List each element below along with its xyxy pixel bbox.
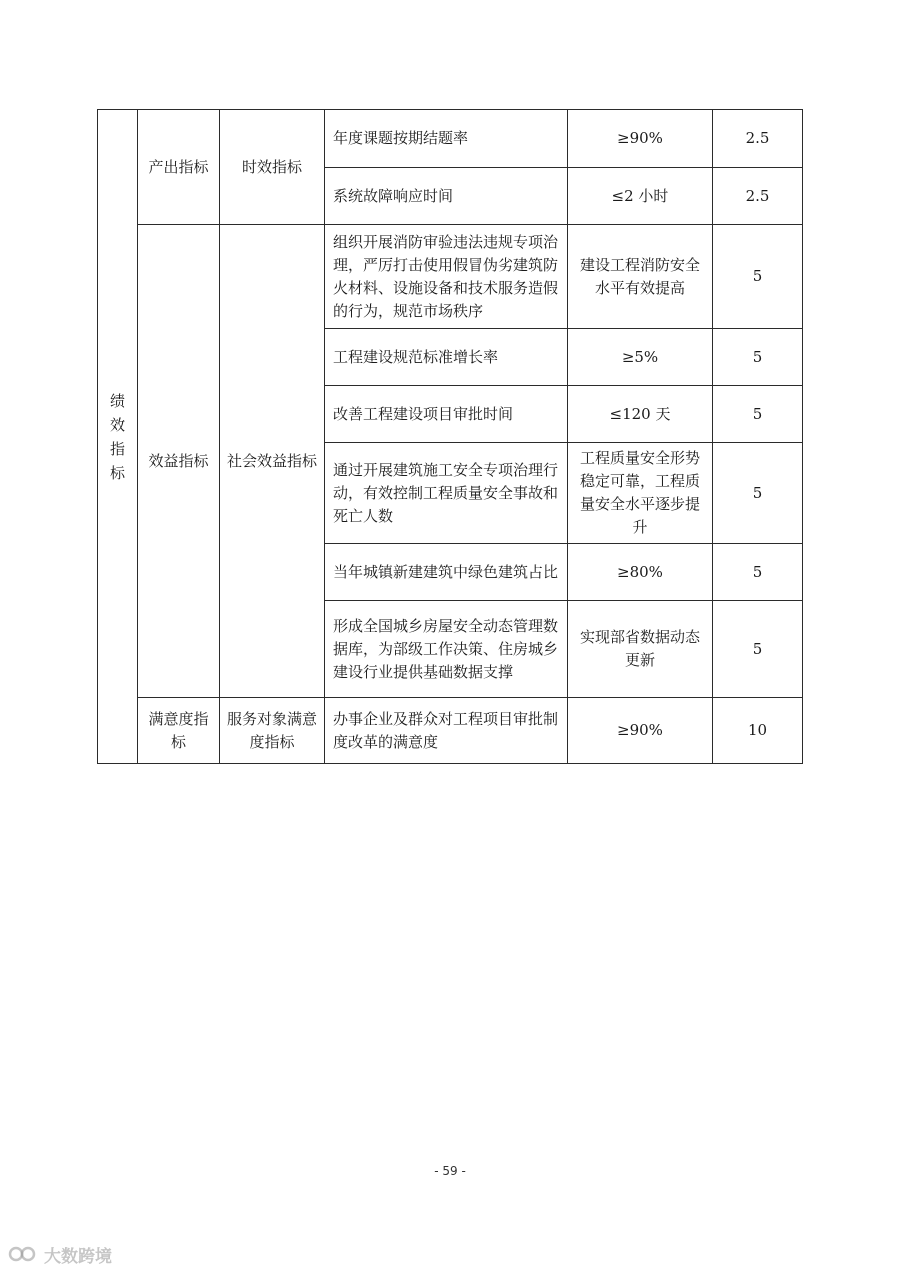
indicator-target: ≤120 天 (568, 386, 713, 443)
indicator-target: ≥80% (568, 544, 713, 601)
indicator-item: 年度课题按期结题率 (325, 110, 568, 168)
table-row (98, 110, 803, 168)
indicator-item: 工程建设规范标准增长率 (325, 329, 568, 386)
indicator-item: 当年城镇新建建筑中绿色建筑占比 (325, 544, 568, 601)
indicator-score: 5 (713, 544, 803, 601)
indicator-target: ≤2 小时 (568, 168, 713, 225)
level2-cell: 社会效益指标 (220, 225, 325, 698)
watermark-text: 大数跨境 (44, 1246, 112, 1267)
indicator-score: 5 (713, 443, 803, 544)
indicator-target: ≥90% (568, 110, 713, 168)
indicator-score: 10 (713, 698, 803, 764)
indicator-target: ≥5% (568, 329, 713, 386)
category-cell (98, 110, 138, 764)
indicator-target: ≥90% (568, 698, 713, 764)
level1-cell: 满意度指标 (138, 698, 220, 764)
indicator-target: 工程质量安全形势稳定可靠，工程质量安全水平逐步提升 (568, 443, 713, 544)
performance-indicator-table (97, 109, 803, 764)
level1-cell: 效益指标 (138, 225, 220, 698)
table-row (98, 225, 803, 329)
indicator-item: 办事企业及群众对工程项目审批制度改革的满意度 (325, 698, 568, 764)
level2-cell: 服务对象满意度指标 (220, 698, 325, 764)
indicator-score: 5 (713, 329, 803, 386)
table-row (98, 698, 803, 764)
page-number: - 59 - (434, 1164, 466, 1178)
indicator-item: 形成全国城乡房屋安全动态管理数据库，为部级工作决策、住房城乡建设行业提供基础数据支撑 (325, 601, 568, 698)
indicator-item: 通过开展建筑施工安全专项治理行动，有效控制工程质量安全事故和死亡人数 (325, 443, 568, 544)
indicator-score: 5 (713, 601, 803, 698)
indicator-item: 系统故障响应时间 (325, 168, 568, 225)
watermark (8, 1240, 112, 1268)
indicator-score: 5 (713, 225, 803, 329)
level2-cell: 时效指标 (220, 110, 325, 225)
level1-cell: 产出指标 (138, 110, 220, 225)
indicator-score: 2.5 (713, 110, 803, 168)
watermark-logo-icon (8, 1244, 38, 1264)
indicator-score: 5 (713, 386, 803, 443)
indicator-item: 改善工程建设项目审批时间 (325, 386, 568, 443)
indicator-score: 2.5 (713, 168, 803, 225)
indicator-target: 建设工程消防安全水平有效提高 (568, 225, 713, 329)
indicator-item: 组织开展消防审验违法违规专项治理，严厉打击使用假冒伪劣建筑防火材料、设施设备和技术服务造假的行为，规范市场秩序 (325, 225, 568, 329)
category-label: 绩效指标 (109, 391, 125, 482)
indicator-target: 实现部省数据动态更新 (568, 601, 713, 698)
